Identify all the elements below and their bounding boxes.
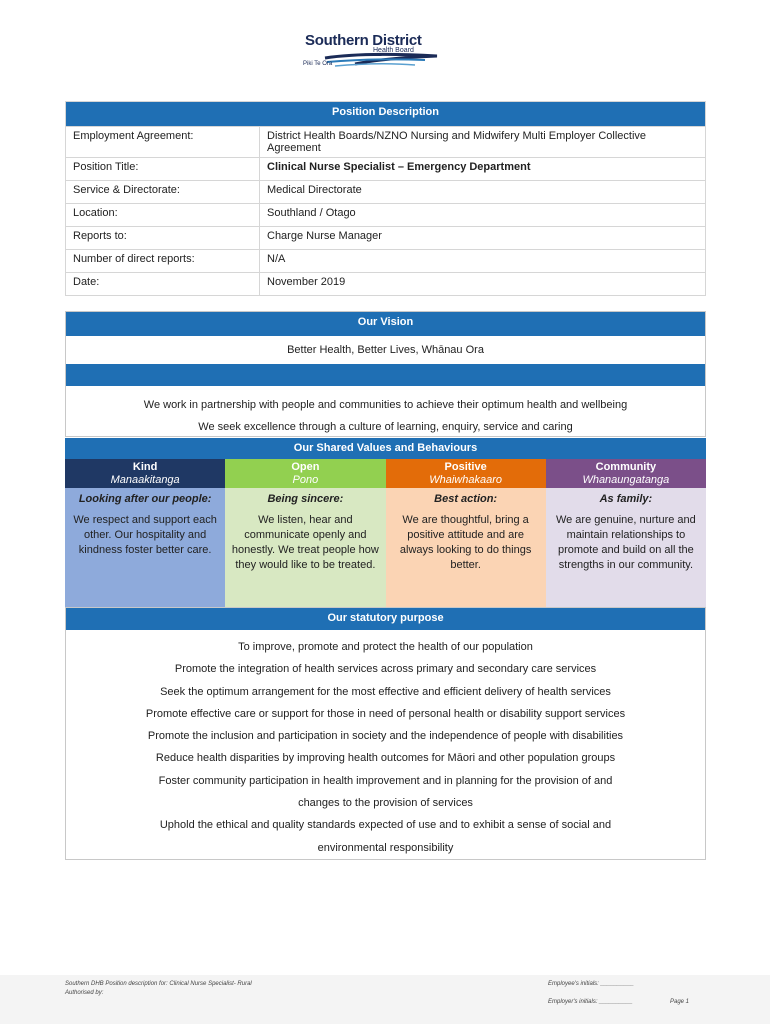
value-subtitle: Looking after our people: <box>78 493 212 505</box>
purpose-line: Uphold the ethical and quality standards expected of use and to exhibit a sense of social and <box>159 819 612 832</box>
value-subtitle: Being sincere: <box>267 493 344 505</box>
purpose-line: Reduce health disparities by improving health outcomes for Māori and other population groups <box>155 752 616 765</box>
value-subtitle: Best action: <box>434 493 498 505</box>
value-description: We listen, hear and communicate openly and honestly. We treat people how they would like to be treated. <box>231 514 379 571</box>
value-column <box>65 459 225 607</box>
purpose-line: changes to the provision of services <box>298 797 473 810</box>
values-grid <box>65 459 706 607</box>
vision-line: We work in partnership with people and communities to achieve their optimum health and wellbeing <box>143 399 628 411</box>
values-header: Our Shared Values and Behaviours <box>65 438 706 459</box>
value-body <box>225 488 385 608</box>
value-name: Positive <box>386 459 546 474</box>
pd-row-label: Position Title: <box>66 158 260 181</box>
value-description: We are thoughtful, bring a positive attitude and are always looking to do things better. <box>399 514 532 571</box>
pd-row-value: November 2019 <box>260 273 706 296</box>
footer-employee-initials: Employee's initials: __________ <box>548 981 634 987</box>
pd-row-value: Charge Nurse Manager <box>260 227 706 250</box>
pd-row <box>66 273 706 296</box>
purpose-line: Seek the optimum arrangement for the most effective and efficient delivery of health services <box>160 685 611 698</box>
value-name: Open <box>225 459 385 474</box>
pd-row-label: Number of direct reports: <box>66 250 260 273</box>
purpose-lines <box>66 630 705 859</box>
pd-row-label: Date: <box>66 273 260 296</box>
logo-tagline: Piki Te Ora <box>303 61 333 67</box>
purpose-line: Foster community participation in health improvement and in planning for the provision of and <box>158 774 613 787</box>
footer-authorised-by: Authorised by: <box>65 990 104 996</box>
pd-row <box>66 227 706 250</box>
pd-row-value: Medical Directorate <box>260 181 706 204</box>
position-description-header: Position Description <box>66 102 706 127</box>
pd-row <box>66 127 706 158</box>
logo-subtitle: Health Board <box>373 47 414 54</box>
footer-position-note: Southern DHB Position description for: Clinical Nurse Specialist- Rural <box>65 981 252 987</box>
pd-row-label: Reports to: <box>66 227 260 250</box>
purpose-line: Promote the integration of health services across primary and secondary care services <box>174 663 597 676</box>
value-maori-name: Whaiwhakaaro <box>386 474 546 488</box>
value-description: We are genuine, nurture and maintain relationships to promote and build on all the strengths in our community. <box>555 514 696 571</box>
logo-title: Southern District <box>305 32 422 49</box>
value-body <box>386 488 546 608</box>
vision-section <box>65 311 706 437</box>
pd-row <box>66 158 706 181</box>
pd-row-value: Clinical Nurse Specialist – Emergency Department <box>260 158 706 181</box>
value-maori-name: Pono <box>225 474 385 488</box>
purpose-header: Our statutory purpose <box>66 608 705 630</box>
purpose-line: To improve, promote and protect the health of our population <box>238 641 533 653</box>
pd-row-label: Employment Agreement: <box>66 127 260 158</box>
value-maori-name: Manaakitanga <box>65 474 225 488</box>
pd-row <box>66 181 706 204</box>
value-description: We respect and support each other. Our hospitality and kindness foster better care. <box>73 514 217 556</box>
pd-row <box>66 250 706 273</box>
position-description-table <box>65 101 706 296</box>
page-footer <box>0 975 770 1024</box>
pd-row-value: N/A <box>260 250 706 273</box>
value-column <box>225 459 385 607</box>
vision-line: We seek excellence through a culture of learning, enquiry, service and caring <box>198 421 573 433</box>
pd-row <box>66 204 706 227</box>
vision-text: Better Health, Better Lives, Whānau Ora <box>287 344 484 356</box>
value-body <box>546 488 706 608</box>
pd-row-value: Southland / Otago <box>260 204 706 227</box>
value-column <box>386 459 546 607</box>
vision-lines <box>66 386 705 438</box>
footer-employer-initials: Employer's initials: __________ <box>548 999 633 1005</box>
pd-row-label: Location: <box>66 204 260 227</box>
purpose-section <box>65 607 706 860</box>
value-subtitle: As family: <box>599 493 653 505</box>
value-maori-name: Whanaungatanga <box>546 474 706 488</box>
value-body <box>65 488 225 608</box>
vision-divider-bar <box>66 364 705 386</box>
footer-page-number: Page 1 <box>670 999 690 1005</box>
purpose-line: Promote the inclusion and participation in society and the independence of people with disabilities <box>147 730 624 743</box>
value-name: Kind <box>65 459 225 474</box>
southern-dhb-logo <box>295 30 440 75</box>
pd-row-value: District Health Boards/NZNO Nursing and Midwifery Multi Employer Collective Agreement <box>260 127 706 158</box>
purpose-line: environmental responsibility <box>317 841 454 854</box>
value-column <box>546 459 706 607</box>
vision-header: Our Vision <box>66 312 705 336</box>
purpose-line: Promote effective care or support for those in need of personal health or disability support services <box>145 707 626 720</box>
pd-row-label: Service & Directorate: <box>66 181 260 204</box>
value-name: Community <box>546 459 706 474</box>
